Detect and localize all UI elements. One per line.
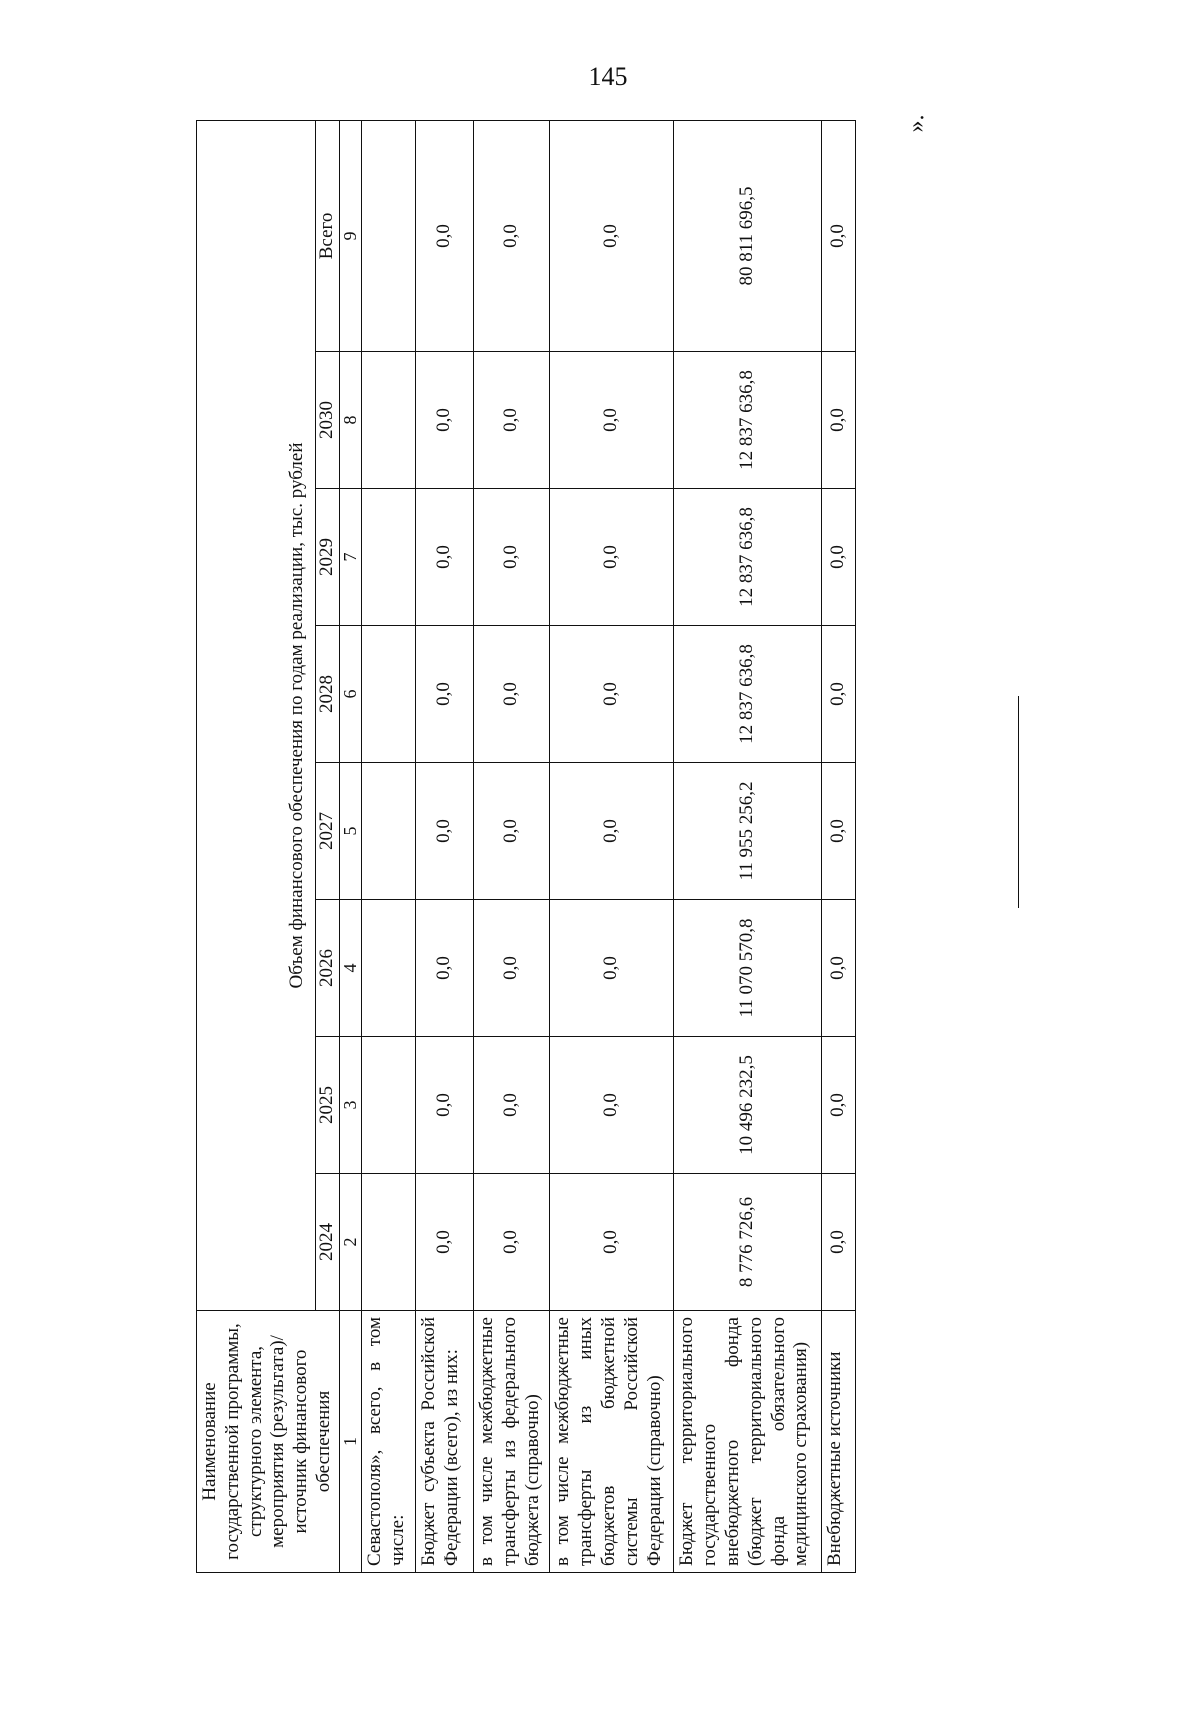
cell-value: 0,0 — [822, 626, 856, 763]
cell-value: 80 811 696,5 — [674, 120, 822, 351]
cell-value: 0,0 — [550, 352, 674, 489]
cell-value: 0,0 — [822, 120, 856, 351]
cell-value: 0,0 — [822, 763, 856, 900]
cell-value: 12 837 636,8 — [674, 626, 822, 763]
cell-value: 0,0 — [416, 352, 474, 489]
column-number: 1 — [339, 1311, 362, 1573]
row-label: Севастополя», всего, в том числе: — [362, 1311, 416, 1573]
closing-quote-mark: ». — [903, 114, 930, 133]
cell-value: 12 837 636,8 — [674, 352, 822, 489]
cell-value: 0,0 — [550, 489, 674, 626]
column-number: 6 — [339, 626, 362, 763]
cell-value: 0,0 — [822, 900, 856, 1037]
header-year: 2028 — [316, 626, 340, 763]
header-year: 2027 — [316, 763, 340, 900]
cell-value: 0,0 — [474, 763, 550, 900]
header-name-column: Наименование государственной программы, структурного элемента, мероприятия (результата)/источник финансового обеспечения — [197, 1311, 340, 1573]
page-number: 145 — [588, 62, 628, 91]
cell-value: 0,0 — [416, 120, 474, 351]
table-row — [416, 120, 474, 1572]
header-year: 2026 — [316, 900, 340, 1037]
cell-value — [362, 900, 416, 1037]
row-label: Бюджет субъекта Российской Федерации (всего), из них: — [416, 1311, 474, 1573]
row-label: Бюджет территориального государственного внебюджетного фонда (бюджет территориального фонда обязательного медицинского страхования) — [674, 1311, 822, 1573]
header-year: 2029 — [316, 489, 340, 626]
header-volume: Объем финансового обеспечения по годам реализации, тыс. рублей — [197, 120, 316, 1310]
row-label: Внебюджетные источники — [822, 1311, 856, 1573]
cell-value: 0,0 — [550, 626, 674, 763]
cell-value: 11 955 256,2 — [674, 763, 822, 900]
cell-value: 0,0 — [416, 626, 474, 763]
header-year: 2025 — [316, 1037, 340, 1174]
cell-value: 0,0 — [416, 900, 474, 1037]
cell-value: 0,0 — [474, 626, 550, 763]
cell-value: 0,0 — [474, 900, 550, 1037]
budget-table — [196, 120, 856, 1573]
cell-value: 0,0 — [474, 1174, 550, 1311]
column-number: 2 — [339, 1174, 362, 1311]
header-year: Всего — [316, 120, 340, 351]
budget-table-rotated — [196, 121, 909, 1573]
cell-value: 0,0 — [550, 1174, 674, 1311]
table-row — [822, 120, 856, 1572]
header-row — [197, 120, 316, 1572]
cell-value: 0,0 — [474, 352, 550, 489]
cell-value: 0,0 — [474, 489, 550, 626]
cell-value — [362, 626, 416, 763]
header-year: 2030 — [316, 352, 340, 489]
cell-value: 0,0 — [416, 489, 474, 626]
cell-value: 0,0 — [416, 1174, 474, 1311]
table-row — [550, 120, 674, 1572]
cell-value — [362, 1174, 416, 1311]
cell-value: 0,0 — [550, 900, 674, 1037]
table-row — [362, 120, 416, 1572]
header-year: 2024 — [316, 1174, 340, 1311]
cell-value — [362, 120, 416, 351]
cell-value: 10 496 232,5 — [674, 1037, 822, 1174]
cell-value: 0,0 — [822, 1174, 856, 1311]
cell-value — [362, 1037, 416, 1174]
cell-value: 0,0 — [474, 1037, 550, 1174]
row-label: в том числе межбюджетные трансферты из иных бюджетов бюджетной системы Российской Федерации (справочно) — [550, 1311, 674, 1573]
cell-value — [362, 763, 416, 900]
row-label: в том числе межбюджетные трансферты из федерального бюджета (справочно) — [474, 1311, 550, 1573]
cell-value: 0,0 — [822, 489, 856, 626]
cell-value: 0,0 — [474, 120, 550, 351]
cell-value: 0,0 — [550, 1037, 674, 1174]
cell-value: 12 837 636,8 — [674, 489, 822, 626]
cell-value: 0,0 — [822, 352, 856, 489]
cell-value — [362, 352, 416, 489]
column-number: 9 — [339, 120, 362, 351]
table-row — [674, 120, 822, 1572]
column-numbers-row — [339, 120, 362, 1572]
cell-value: 8 776 726,6 — [674, 1174, 822, 1311]
column-number: 7 — [339, 489, 362, 626]
cell-value: 0,0 — [416, 1037, 474, 1174]
column-number: 3 — [339, 1037, 362, 1174]
column-number: 8 — [339, 352, 362, 489]
cell-value: 0,0 — [822, 1037, 856, 1174]
cell-value: 0,0 — [416, 763, 474, 900]
column-number: 4 — [339, 900, 362, 1037]
table-row — [474, 120, 550, 1572]
cell-value: 0,0 — [550, 763, 674, 900]
cell-value: 0,0 — [550, 120, 674, 351]
cell-value — [362, 489, 416, 626]
separator-line — [1018, 696, 1019, 908]
cell-value: 11 070 570,8 — [674, 900, 822, 1037]
column-number: 5 — [339, 763, 362, 900]
